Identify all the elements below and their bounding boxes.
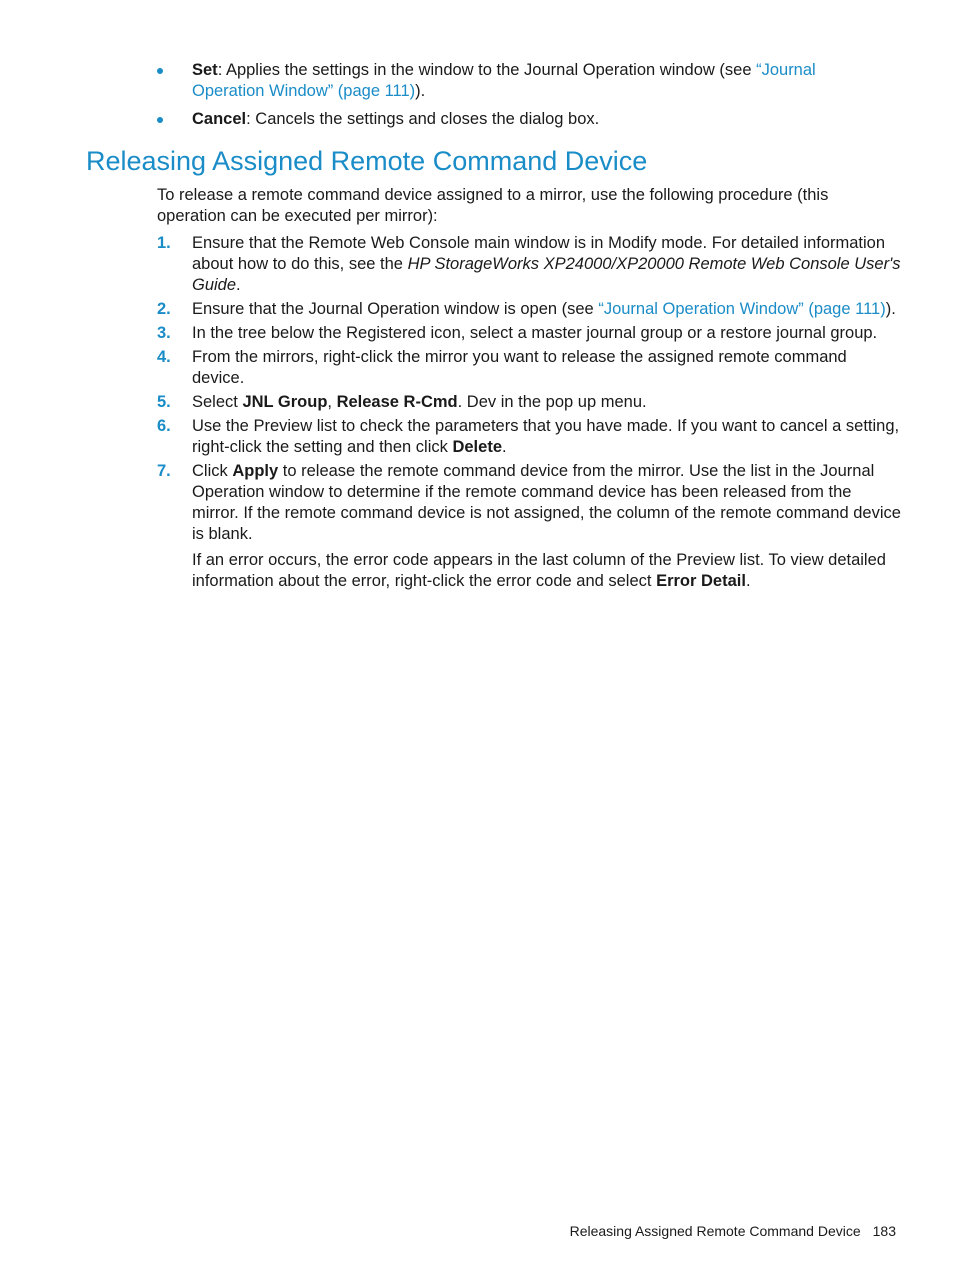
step-text: From the mirrors, right-click the mirror you want to release the assigned remote command device. <box>192 348 847 387</box>
term-set: Set <box>192 61 218 79</box>
step-text: Ensure that the Remote Web Console main window is in Modify mode. For detailed information about how to do this, see the <box>192 234 886 273</box>
step-text: , <box>327 393 337 411</box>
step-number: 3. <box>157 324 171 342</box>
page-number: 183 <box>872 1223 896 1239</box>
step-text: Click <box>192 462 233 480</box>
list-item <box>157 392 902 413</box>
step-number: 2. <box>157 300 171 318</box>
page-footer <box>570 1222 896 1240</box>
term-cancel: Cancel <box>192 110 247 128</box>
list-item <box>157 60 857 102</box>
bullet-text: : Cancels the settings and closes the dialog box. <box>246 110 600 128</box>
menu-item-name: Release R-Cmd <box>336 393 458 411</box>
bullet-icon <box>157 68 163 74</box>
list-item <box>157 233 902 296</box>
step-text: Select <box>192 393 243 411</box>
step-note <box>192 550 902 592</box>
step-text: In the tree below the Registered icon, select a master journal group or a restore journal group. <box>192 324 878 342</box>
bullet-icon <box>157 117 163 123</box>
intro-paragraph: To release a remote command device assigned to a mirror, use the following procedure (this operation can be executed per mirror): <box>157 186 829 225</box>
option-bullet-list <box>157 60 857 137</box>
menu-item-name: JNL Group <box>242 393 328 411</box>
list-item <box>157 323 902 344</box>
step-number: 6. <box>157 417 171 435</box>
list-item <box>157 299 902 320</box>
note-text: . <box>745 572 751 590</box>
bullet-text: ). <box>415 82 426 100</box>
cross-reference-link[interactable]: “Journal Operation Window” (page 111) <box>598 300 886 318</box>
note-text: If an error occurs, the error code appears in the last column of the Preview list. To view detailed information about the error, right-click the error code and select <box>192 551 886 590</box>
cross-reference-link[interactable]: “Journal Operation Window” (page 111) <box>192 61 816 100</box>
step-text: ). <box>885 300 896 318</box>
step-text: . <box>236 276 241 294</box>
section-heading: Releasing Assigned Remote Command Device <box>86 146 648 176</box>
step-number: 1. <box>157 234 171 252</box>
step-number: 5. <box>157 393 171 411</box>
guide-title: HP StorageWorks XP24000/XP20000 Remote Web Console User's Guide <box>192 255 901 294</box>
footer-title: Releasing Assigned Remote Command Device <box>569 1223 861 1239</box>
command-name: Error Detail <box>656 572 746 590</box>
command-name: Delete <box>452 438 502 456</box>
step-text: Ensure that the Journal Operation window is open (see <box>192 300 599 318</box>
step-text: to release the remote command device from the mirror. Use the list in the Journal Operation window to determine if the remote command device has been released from the mirror. If the remote command device is not assigned, the column of the remote command device is blank. <box>192 462 901 543</box>
step-number: 7. <box>157 462 171 480</box>
list-item <box>157 347 902 389</box>
command-name: Apply <box>232 462 279 480</box>
step-number: 4. <box>157 348 171 366</box>
procedure-steps <box>157 233 902 595</box>
bullet-text: : Applies the settings in the window to the Journal Operation window (see <box>217 61 757 79</box>
step-text: . Dev in the pop up menu. <box>457 393 647 411</box>
step-text: Use the Preview list to check the parameters that you have made. If you want to cancel a setting, right-click the setting and then click <box>192 417 900 456</box>
list-item <box>157 109 857 130</box>
step-text: . <box>502 438 507 456</box>
list-item <box>157 461 902 592</box>
list-item <box>157 416 902 458</box>
